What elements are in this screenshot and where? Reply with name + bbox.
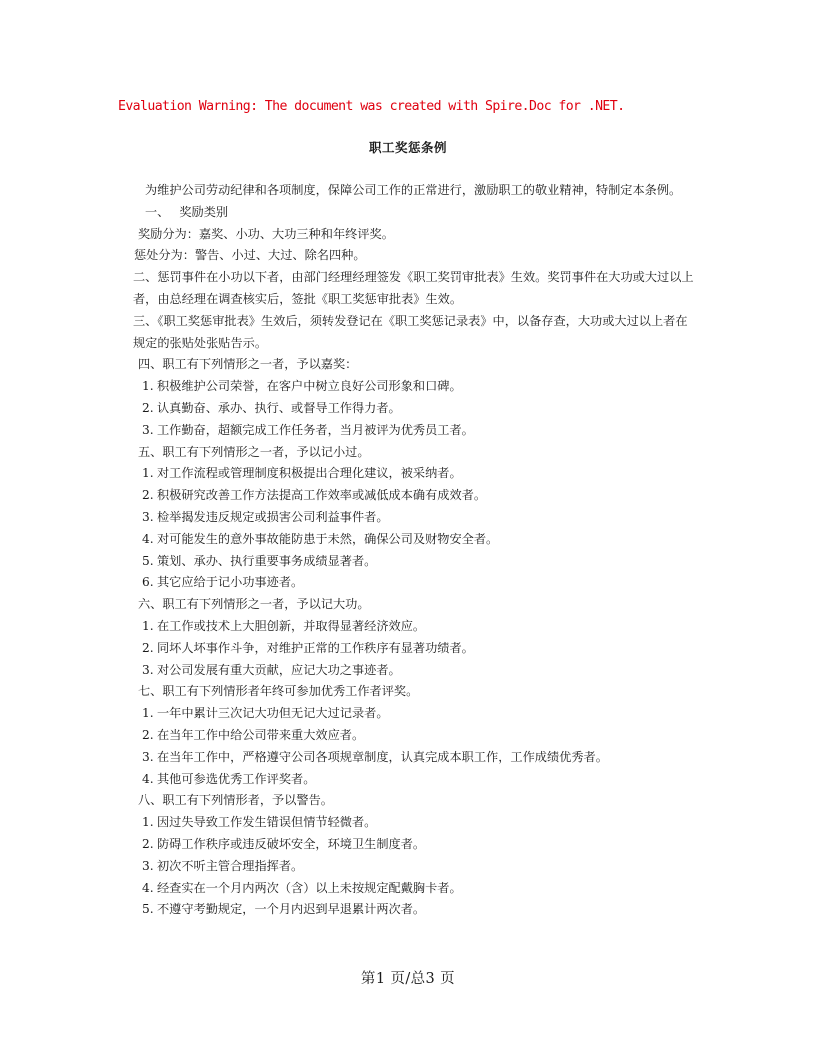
list-item <box>118 398 696 420</box>
list-item <box>118 507 696 529</box>
item-number: 2. <box>142 727 154 742</box>
section-8-heading: 八、职工有下列情形者，予以警告。 <box>138 793 333 808</box>
item-number: 2. <box>142 836 154 851</box>
item-text: 不遵守考勤规定，一个月内迟到早退累计两次者。 <box>157 902 426 917</box>
list-item <box>118 834 696 856</box>
list-item <box>118 725 696 747</box>
item-text: 在工作或技术上大胆创新，并取得显著经济效应。 <box>157 618 426 633</box>
list-item <box>118 420 696 442</box>
item-text: 积极研究改善工作方法提高工作效率或减低成本确有成效者。 <box>157 488 487 503</box>
item-number: 3. <box>142 509 154 524</box>
item-number: 2. <box>142 640 154 655</box>
list-item <box>118 703 696 725</box>
item-text: 防碍工作秩序或违反破坏安全，环境卫生制度者。 <box>157 836 426 851</box>
section-4-heading: 四、职工有下列情形之一者，予以嘉奖： <box>138 357 358 372</box>
item-text: 对可能发生的意外事故能防患于未然，确保公司及财物安全者。 <box>157 531 499 546</box>
list-item <box>118 529 696 551</box>
section-1-number: 一、 <box>145 204 170 219</box>
section-1-punish-line: 惩处分为：警告、小过、大过、除名四种。 <box>134 248 366 263</box>
item-number: 4. <box>142 771 154 786</box>
item-number: 2. <box>142 488 154 503</box>
item-text: 在当年工作中，严格遵守公司各项规章制度，认真完成本职工作，工作成绩优秀者。 <box>157 749 608 764</box>
section-2-paragraph: 二、惩罚事件在小功以下者，由部门经理经理签发《职工奖罚审批表》生效。奖罚事件在大功或大过以上者，由总经理在调查核实后，签批《职工奖惩审批表》生效。 <box>133 270 694 306</box>
item-number: 1. <box>142 466 154 481</box>
section-7-heading: 七、职工有下列情形者年终可参加优秀工作者评奖。 <box>138 684 419 699</box>
item-number: 5. <box>142 902 154 917</box>
item-text: 认真勤奋、承办、执行、或督导工作得力者。 <box>157 400 401 415</box>
item-text: 策划、承办、执行重要事务成绩显著者。 <box>157 553 377 568</box>
item-number: 4. <box>142 880 154 895</box>
item-number: 5. <box>142 553 154 568</box>
item-text: 一年中累计三次记大功但无记大过记录者。 <box>157 706 389 721</box>
list-item <box>118 638 696 660</box>
section-3-paragraph: 三、《职工奖惩审批表》生效后，须转发登记在《职工奖惩记录表》中，以备存查，大功或大过以上者在规定的张贴处张贴告示。 <box>133 313 688 350</box>
item-number: 1. <box>142 706 154 721</box>
list-item <box>118 812 696 834</box>
item-number: 6. <box>142 575 154 590</box>
list-item <box>118 899 696 921</box>
list-item <box>118 747 696 769</box>
item-text: 因过失导致工作发生错误但情节轻微者。 <box>157 815 377 830</box>
item-number: 1. <box>142 815 154 830</box>
list-item <box>118 616 696 638</box>
item-number: 3. <box>142 422 154 437</box>
section-1-title: 奖励类别 <box>179 204 229 219</box>
document-title: 职工奖惩条例 <box>368 140 447 155</box>
item-number: 3. <box>142 662 154 677</box>
section-6-heading: 六、职工有下列情形之一者，予以记大功。 <box>138 597 370 612</box>
section-1-reward-line: 奖励分为：嘉奖、小功、大功三种和年终评奖。 <box>138 226 394 241</box>
item-text: 在当年工作中给公司带来重大效应者。 <box>157 727 365 742</box>
item-number: 4. <box>142 531 154 546</box>
item-text: 积极维护公司荣誉，在客户中树立良好公司形象和口碑。 <box>157 379 462 394</box>
list-item <box>118 485 696 507</box>
evaluation-warning: Evaluation Warning: The document was created with Spire.Doc for .NET. <box>118 99 625 114</box>
list-item <box>118 769 696 791</box>
item-text: 对工作流程或管理制度积极提出合理化建议，被采纳者。 <box>157 466 462 481</box>
item-number: 2. <box>142 400 154 415</box>
section-5-heading: 五、职工有下列情形之一者，予以记小过。 <box>138 444 370 459</box>
list-item <box>118 572 696 594</box>
list-item <box>118 551 696 573</box>
item-text: 同坏人坏事作斗争，对维护正常的工作秩序有显著功绩者。 <box>157 640 474 655</box>
item-number: 1. <box>142 379 154 394</box>
intro-paragraph: 为维护公司劳动纪律和各项制度，保障公司工作的正常进行，激励职工的敬业精神，特制定本条例。 <box>145 183 682 197</box>
document-body <box>118 180 696 921</box>
list-item <box>118 376 696 398</box>
item-number: 1. <box>142 618 154 633</box>
item-text: 其他可参选优秀工作评奖者。 <box>157 771 316 786</box>
item-number: 3. <box>142 858 154 873</box>
item-text: 初次不听主管合理指挥者。 <box>157 858 304 873</box>
page-number-footer: 第1 页/总3 页 <box>360 971 456 987</box>
item-text: 对公司发展有重大贡献，应记大功之事迹者。 <box>157 662 401 677</box>
item-text: 经查实在一个月内两次（含）以上未按规定配戴胸卡者。 <box>157 880 462 895</box>
section-1-heading <box>118 202 696 224</box>
item-text: 其它应给于记小功事迹者。 <box>157 575 304 590</box>
list-item <box>118 878 696 900</box>
list-item <box>118 660 696 682</box>
item-text: 检举揭发违反规定或损害公司利益事件者。 <box>157 509 389 524</box>
item-number: 3. <box>142 749 154 764</box>
item-text: 工作勤奋，超额完成工作任务者，当月被评为优秀员工者。 <box>157 422 474 437</box>
list-item <box>118 463 696 485</box>
list-item <box>118 856 696 878</box>
